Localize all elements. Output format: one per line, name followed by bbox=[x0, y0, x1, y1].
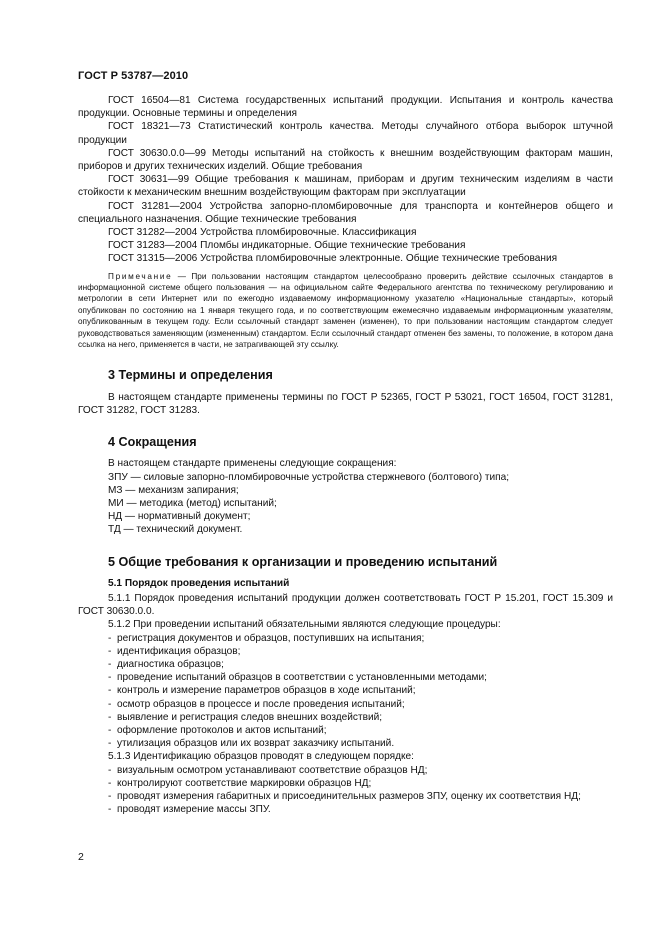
dash-bullet: - bbox=[108, 685, 112, 697]
section-3-heading: 3 Термины и определения bbox=[108, 368, 273, 383]
list-item bbox=[78, 764, 613, 777]
section-5-heading: 5 Общие требования к организации и проведению испытаний bbox=[108, 554, 498, 569]
reference-item: ГОСТ 31283—2004 Пломбы индикаторные. Общие технические требования bbox=[108, 240, 466, 252]
list-item-text: выявление и регистрация следов внешних воздействий; bbox=[117, 711, 383, 723]
abbreviation-item: ЗПУ — силовые запорно-пломбировочные устройства стержневого (болтового) типа; bbox=[108, 471, 510, 483]
identification-list bbox=[78, 764, 613, 817]
reference-item: ГОСТ 16504—81 Система государственных испытаний продукции. Испытания и контроль качества продукции. Основные термины и определения bbox=[78, 95, 613, 120]
abbreviations-list bbox=[78, 471, 613, 537]
dash-bullet: - bbox=[108, 632, 112, 644]
dash-bullet: - bbox=[108, 711, 112, 723]
list-item-text: контролируют соответствие маркировки образцов НД; bbox=[117, 777, 372, 789]
list-item bbox=[78, 737, 613, 750]
dash-bullet: - bbox=[108, 645, 112, 657]
list-item bbox=[78, 803, 613, 816]
dash-bullet: - bbox=[108, 790, 112, 802]
abbreviation-item: НД — нормативный документ; bbox=[108, 511, 251, 523]
reference-item: ГОСТ 30630.0.0—99 Методы испытаний на стойкость к внешним воздействующим факторам машин, приборов и других технических изделий. Общие требования bbox=[78, 147, 613, 173]
list-item bbox=[78, 684, 613, 697]
dash-bullet: - bbox=[108, 738, 112, 750]
list-item-text: визуальным осмотром устанавливают соответствие образцов НД; bbox=[117, 764, 428, 776]
list-item-text: регистрация документов и образцов, поступивших на испытания; bbox=[117, 632, 425, 644]
references-note bbox=[78, 271, 613, 351]
abbreviation-item: МИ — методика (метод) испытаний; bbox=[108, 497, 277, 509]
page-content bbox=[78, 94, 613, 816]
page-number: 2 bbox=[78, 851, 84, 863]
reference-item: ГОСТ 31281—2004 Устройства запорно-пломбировочные для транспорта и контейнеров общего и специального назначения. Общие технические требования bbox=[78, 200, 613, 225]
dash-bullet: - bbox=[108, 804, 112, 816]
reference-item: ГОСТ 18321—73 Статистический контроль качества. Методы случайного отбора выборок штучной продукции bbox=[78, 121, 613, 146]
list-item bbox=[78, 632, 613, 645]
list-item bbox=[78, 658, 613, 671]
list-item bbox=[78, 724, 613, 737]
normative-references-list bbox=[78, 94, 613, 266]
list-item-text: проведение испытаний образцов в соответствии с установленными методами; bbox=[117, 672, 487, 684]
dash-bullet: - bbox=[108, 672, 112, 684]
reference-item: ГОСТ 30631—99 Общие требования к машинам, приборам и другим техническим изделиям в части стойкости к механическим внешним воздействующим факторам при эксплуатации bbox=[78, 174, 613, 199]
list-item-text: контроль и измерение параметров образцов в ходе испытаний; bbox=[117, 685, 416, 697]
list-item-text: утилизация образцов или их возврат заказчику испытаний. bbox=[117, 738, 395, 750]
section-4-intro: В настоящем стандарте применены следующие сокращения: bbox=[108, 458, 397, 470]
procedures-list bbox=[78, 632, 613, 751]
dash-bullet: - bbox=[108, 658, 112, 670]
note-text: — При пользовании настоящим стандартом целесообразно проверить действие ссылочных стандартов в информационной системе общего пользования — на официальном сайте Федерального агентства по техническому регулированию и метрологии в сети Интернет или по ежегодно издаваемому информационному указателю «Национальные стандарты», который опубликован по состоянию на 1 января текущего года, и по соответствующим ежемесячно издаваемым информационным указателям, опубликованным в текущем году. Если ссылочный стандарт заменен (изменен), то при пользовании настоящим стандартом следует руководствоваться заменяющим (измененным) стандартом. Если ссылочный стандарт отменен без замены, то положение, в котором дана ссылка на него, применяется в части, не затрагивающей эту ссылку. bbox=[78, 271, 613, 350]
dash-bullet: - bbox=[108, 698, 112, 710]
list-item-text: диагностика образцов; bbox=[117, 658, 224, 670]
section-3-text: В настоящем стандарте применены термины по ГОСТ Р 52365, ГОСТ Р 53021, ГОСТ 16504, ГОСТ 31281, ГОСТ 31282, ГОСТ 31283. bbox=[78, 391, 613, 416]
paragraph-5-1-2: 5.1.2 При проведении испытаний обязательными являются следующие процедуры: bbox=[108, 619, 501, 631]
list-item bbox=[78, 645, 613, 658]
paragraph-5-1-1: 5.1.1 Порядок проведения испытаний продукции должен соответствовать ГОСТ Р 15.201, ГОСТ 15.309 и ГОСТ 30630.0.0. bbox=[78, 592, 613, 618]
list-item-text: оформление протоколов и актов испытаний; bbox=[117, 724, 327, 736]
abbreviation-item: МЗ — механизм запирания; bbox=[108, 484, 239, 496]
list-item bbox=[78, 777, 613, 790]
list-item-text: осмотр образцов в процессе и после проведения испытаний; bbox=[117, 698, 405, 710]
section-4-heading: 4 Сокращения bbox=[108, 435, 197, 450]
list-item bbox=[78, 671, 613, 684]
note-label: Примечание bbox=[108, 271, 173, 281]
subsection-5-1-heading: 5.1 Порядок проведения испытаний bbox=[108, 577, 290, 589]
reference-item: ГОСТ 31315—2006 Устройства пломбировочные электронные. Общие технические требования bbox=[108, 253, 558, 265]
abbreviation-item: ТД — технический документ. bbox=[108, 524, 243, 536]
dash-bullet: - bbox=[108, 764, 112, 776]
dash-bullet: - bbox=[108, 777, 112, 789]
list-item bbox=[78, 790, 613, 803]
list-item-text: проводят измерения габаритных и присоединительных размеров ЗПУ, оценку их соответствия НД; bbox=[117, 790, 581, 802]
list-item bbox=[78, 698, 613, 711]
dash-bullet: - bbox=[108, 724, 112, 736]
list-item bbox=[78, 711, 613, 724]
reference-item: ГОСТ 31282—2004 Устройства пломбировочные. Классификация bbox=[108, 227, 417, 239]
document-code-header: ГОСТ Р 53787—2010 bbox=[78, 70, 189, 82]
list-item-text: идентификация образцов; bbox=[117, 645, 241, 657]
paragraph-5-1-3: 5.1.3 Идентификацию образцов проводят в следующем порядке: bbox=[108, 751, 414, 763]
list-item-text: проводят измерение массы ЗПУ. bbox=[117, 804, 271, 816]
